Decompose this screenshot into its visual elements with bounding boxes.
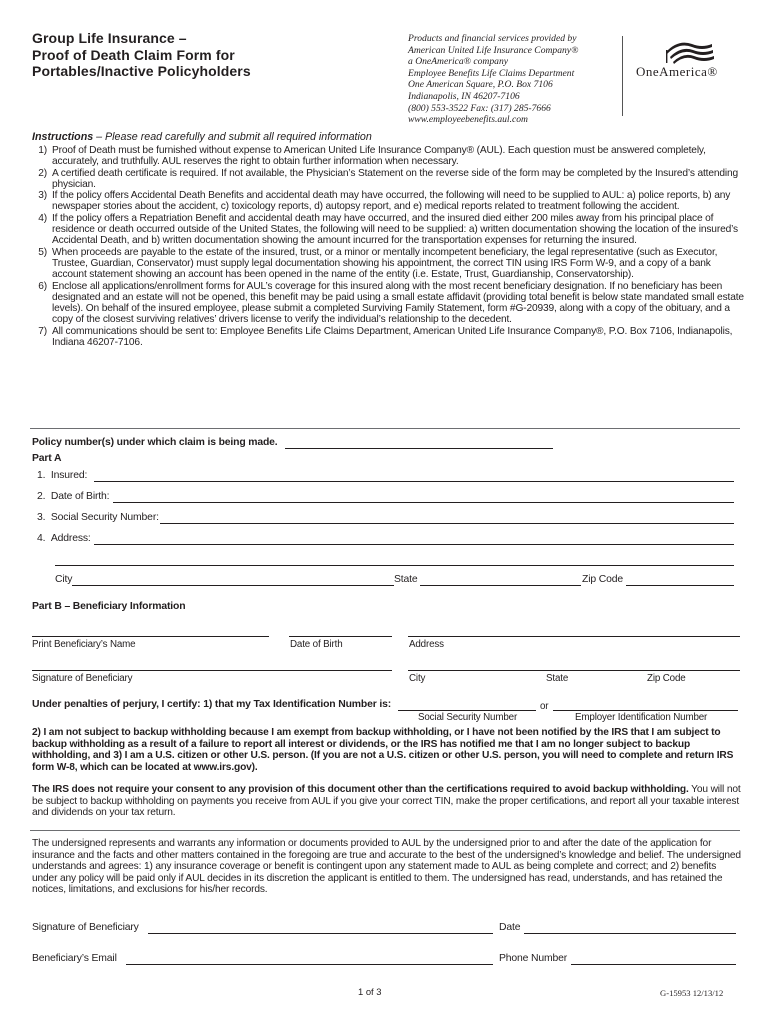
- provider-line: (800) 553-3522 Fax: (317) 285-7666: [408, 102, 551, 114]
- date-field[interactable]: [524, 933, 736, 934]
- email-field[interactable]: [126, 964, 493, 965]
- backup-withholding-certification: 2) I am not subject to backup withholding because I am exempt from backup withholding, or I have not been notified by the IRS that I am subject to backup withholding as a result of a failure to report all interest or dividends, or the IRS has notified me that I am no longer subject to backup withholding, and 3) I am a U.S. citizen or other U.S. person. (If you are not a U.S. citizen or other U.S. person, you will need to complete and return IRS form W-8, which can be located at www.irs.gov).: [32, 727, 734, 773]
- instruction-item: [30, 145, 744, 168]
- state-field[interactable]: [420, 585, 581, 586]
- field-number: 4.: [37, 533, 46, 544]
- form-title-line: Portables/Inactive Policyholders: [32, 63, 251, 79]
- header-divider: [622, 36, 623, 116]
- beneficiary-name-label: Print Beneficiary’s Name: [32, 639, 136, 650]
- part-b-heading: Part B – Beneficiary Information: [32, 601, 186, 612]
- beneficiary-dob-field[interactable]: [289, 636, 392, 637]
- instruction-number: 4): [38, 212, 47, 224]
- policy-number-label: Policy number(s) under which claim is being made.: [32, 437, 278, 448]
- provider-line: Employee Benefits Life Claims Department: [408, 67, 575, 79]
- provider-line: www.employeebenefits.aul.com: [408, 114, 528, 126]
- instructions-heading: [32, 131, 372, 143]
- beneficiary-address-field[interactable]: [408, 636, 740, 637]
- form-id: G-15953 12/13/12: [660, 988, 724, 998]
- instruction-number: 1): [38, 145, 47, 156]
- instruction-number: 6): [38, 280, 47, 292]
- beneficiary-address-label: Address: [409, 639, 444, 650]
- final-signature-label: Signature of Beneficiary: [32, 922, 139, 933]
- provider-line: American United Life Insurance Company®: [408, 44, 579, 56]
- instruction-item: [30, 281, 744, 326]
- insured-label: [37, 470, 87, 481]
- date-label: Date: [499, 922, 521, 933]
- instruction-text: If the policy offers Accidental Death Benefits and accidental death may have occurred, the following will need to be supplied to AUL: a) police reports, b) any newspaper stories about the accident, c) toxicology reports, d) autopsy report, and e) medical reports related to treatment following the accident.: [52, 190, 731, 213]
- state-label: State: [394, 574, 418, 585]
- policy-number-field[interactable]: [285, 448, 553, 449]
- instruction-text: All communications should be sent to: Employee Benefits Life Claims Department, American United Life Insurance Company®, P.O. Box 7106, Indianapolis, Indiana 46207-7106.: [52, 325, 733, 349]
- ein-tin-field[interactable]: [553, 710, 738, 711]
- provider-info: [408, 33, 608, 126]
- instruction-text: Proof of Death must be furnished without expense to American United Life Insurance Company® (AUL). Each question must be answered completely, accurately, and truthfully. AUL reserves the right to obtain further information when necessary.: [52, 145, 706, 168]
- zip-code-label: Zip Code: [582, 574, 623, 585]
- field-number: 3.: [37, 512, 46, 523]
- part-a-heading: Part A: [32, 453, 62, 464]
- date-of-birth-field[interactable]: [113, 502, 734, 503]
- instructions-heading-rest: – Please read carefully and submit all required information: [93, 131, 372, 143]
- field-label: Date of Birth:: [50, 491, 110, 502]
- ssn-label: [37, 512, 159, 523]
- instruction-number: 7): [38, 325, 47, 337]
- email-label: Beneficiary’s Email: [32, 953, 117, 964]
- irs-consent-notice: [32, 784, 744, 819]
- phone-field[interactable]: [571, 964, 736, 965]
- instruction-item: [30, 168, 744, 191]
- address-field[interactable]: [94, 544, 734, 545]
- perjury-statement: Under penalties of perjury, I certify: 1) that my Tax Identification Number is:: [32, 699, 392, 710]
- address-label: [37, 533, 91, 544]
- beneficiary-signature-field[interactable]: [32, 670, 392, 671]
- instructions-list: [30, 145, 744, 348]
- city-label: City: [55, 574, 73, 585]
- instruction-text: Enclose all applications/enrollment forms for AUL’s coverage for this insured along with the most recent beneficiary designation. If no beneficiary has been designated and an estate will not be opened, this benefit may be paid using a small estate affidavit (providing total benefit is below state mandated small estate levels). On behalf of the insured employee, please submit a completed Surviving Family Statement, form #G-20939, along with a copy of the obituary, and a copy of the closest surviving relatives’ drivers license to verify the individual’s relationship to the decedent.: [52, 280, 744, 326]
- ssn-tin-field[interactable]: [398, 710, 536, 711]
- field-number: 2.: [37, 491, 46, 502]
- final-signature-field[interactable]: [148, 933, 493, 934]
- oneamerica-logo-text: OneAmerica®: [636, 64, 718, 79]
- beneficiary-city-state-zip-field[interactable]: [408, 670, 740, 671]
- beneficiary-name-field[interactable]: [32, 636, 269, 637]
- irs-consent-rest: You will not be subject to backup withholding on payments you receive from AUL if you give your correct TIN, make the proper certifications, and report all your taxable interest and dividends on your tax return.: [32, 784, 741, 819]
- beneficiary-signature-label: Signature of Beneficiary: [32, 673, 133, 684]
- irs-consent-bold: The IRS does not require your consent to any provision of this document other than the certifications required to avoid backup withholding.: [32, 784, 689, 795]
- instruction-number: 5): [38, 246, 47, 258]
- field-label: Insured:: [50, 470, 88, 481]
- beneficiary-city-label: City: [409, 673, 426, 684]
- provider-line: Products and financial services provided by: [408, 33, 577, 44]
- field-number: 1.: [37, 470, 46, 481]
- provider-line: a OneAmerica® company: [408, 56, 508, 68]
- form-title: [32, 30, 251, 80]
- provider-line: Indianapolis, IN 46207-7106: [408, 90, 520, 102]
- page-number: 1 of 3: [358, 986, 382, 997]
- instruction-item: [30, 213, 744, 247]
- instruction-number: 3): [38, 190, 47, 202]
- ein-caption: Employer Identification Number: [575, 712, 708, 723]
- section-divider: [30, 830, 740, 831]
- zip-code-field[interactable]: [626, 585, 734, 586]
- date-of-birth-label: [37, 491, 109, 502]
- warranty-statement: The undersigned represents and warrants any information or documents provided to AUL by the undersigned prior to and after the date of the application for insurance and the facts and other matters contained in the foregoing are true and accurate to the best of the undersigned’s knowledge and belief. The undersigned understands and agrees: 1) any insurance coverage or benefit is contingent upon any statement made to AUL as being complete and correct; and 2) benefits under any policy will be paid only if AUL decides in its discretion the applicant is entitled to them. The undersigned has read, understands, and has retained the notices, limitations, and exclusions for his/her records.: [32, 838, 741, 896]
- instruction-item: [30, 247, 744, 281]
- instruction-number: 2): [38, 167, 47, 179]
- or-label: or: [540, 701, 549, 712]
- beneficiary-dob-label: Date of Birth: [290, 639, 343, 650]
- instruction-item: [30, 190, 744, 213]
- address-line-2-field[interactable]: [55, 565, 734, 566]
- insured-field[interactable]: [94, 481, 734, 482]
- form-title-line: Group Life Insurance –: [32, 30, 187, 46]
- beneficiary-state-label: State: [546, 673, 569, 684]
- beneficiary-zip-label: Zip Code: [647, 673, 686, 684]
- instruction-text: A certified death certificate is required. If not available, the Physician’s Statement on the reverse side of the form may be completed by the Insured’s attending physician.: [52, 167, 739, 190]
- field-label: Social Security Number:: [50, 512, 159, 523]
- instruction-text: If the policy offers a Repatriation Benefit and accidental death may have occurred, and the insured died either 200 miles away from his principal place of residence or death occurred outside of the United States, the following will need to be supplied: a) written documentation showing the location of the insured’s Accidental Death, and b) written documentation showing the amount incurred for the transportation expenses for returning the insured.: [52, 212, 738, 247]
- ssn-caption: Social Security Number: [418, 712, 518, 723]
- city-field[interactable]: [72, 585, 394, 586]
- form-title-line: Proof of Death Claim Form for: [32, 46, 235, 63]
- instruction-text: When proceeds are payable to the estate of the insured, trust, or a minor or mentally incompetent beneficiary, the legal representative (such as Executor, Trustee, Guardian, Conservator) must supply legal documentation showing his appointment, the correct TIN using IRS Form W-9, and a copy of a bank account statement showing an account has been opened in the name of the entity (i.e. Estate, Trust, Guardianship, Conservatorship).: [52, 246, 718, 281]
- phone-label: Phone Number: [499, 953, 568, 964]
- section-divider: [30, 428, 740, 429]
- instruction-item: [30, 326, 744, 349]
- provider-line: One American Square, P.O. Box 7106: [408, 79, 553, 91]
- ssn-field[interactable]: [160, 523, 734, 524]
- instructions-heading-bold: Instructions: [32, 131, 94, 143]
- field-label: Address:: [50, 533, 91, 544]
